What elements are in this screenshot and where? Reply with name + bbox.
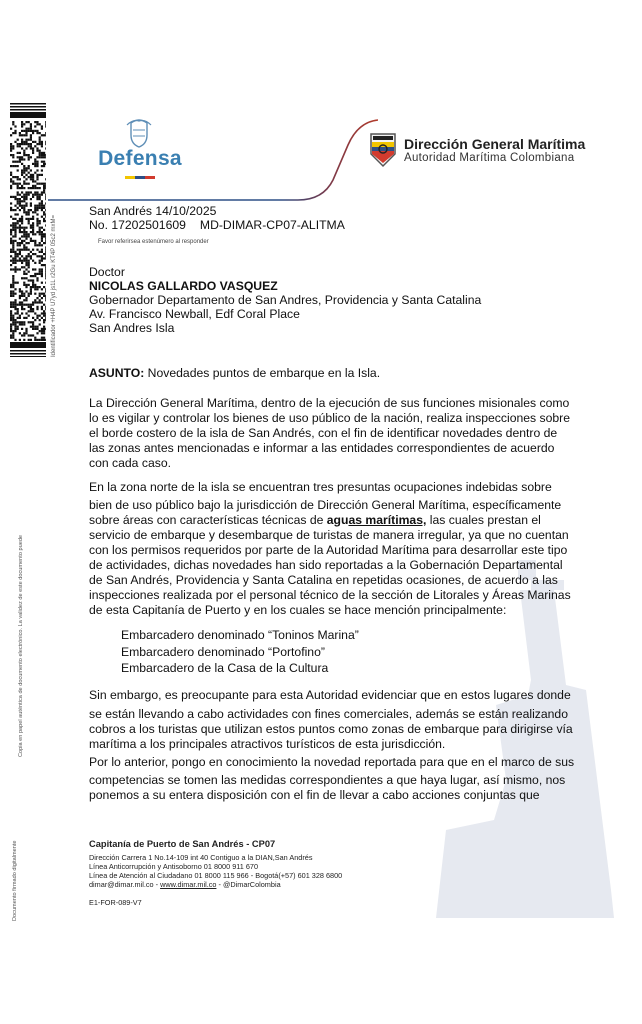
paragraph-4-line: Por lo anterior, pongo en conocimiento la novedad reportada para que en el marco de sus (89, 755, 575, 769)
paragraph-2-line: En la zona norte de la isla se encuentran tres presuntas ocupaciones indebidas sobre (89, 480, 552, 494)
dimar-title: Dirección General Marítima (404, 136, 586, 152)
footer-citizen-line: Línea de Atención al Ciudadano 01 8000 115 966 - Bogotá(+57) 601 328 6800 (89, 871, 343, 880)
paragraph-2-line: inspecciones realizada por el personal técnico de la sección de Litorales y Áreas Marinas (89, 588, 571, 602)
emphasis-underlined-text: as marítimas, (348, 513, 427, 527)
paragraph-4-line: ponemos a su entera disposición con el fin de llevar a cabo acciones conjuntas que (89, 788, 540, 802)
subject-line (89, 366, 380, 381)
footer-email[interactable]: dimar@dimar.mil.co (89, 880, 154, 889)
form-code: E1-FOR-089-V7 (89, 898, 142, 907)
recipient-city: San Andres Isla (89, 321, 175, 335)
recipient-name: NICOLAS GALLARDO VASQUEZ (89, 279, 278, 293)
recipient-address: Av. Francisco Newball, Edf Coral Place (89, 307, 300, 321)
place-date: San Andrés 14/10/2025 (89, 204, 217, 218)
reference-code: MD-DIMAR-CP07-ALITMA (199, 218, 345, 232)
footer-address: Dirección Carrera 1 No.14-109 int 40 Contiguo a la DIAN,San Andrés (89, 853, 313, 862)
paragraph-3-line: Sin embargo, es preocupante para esta Autoridad evidenciar que en estos lugares donde (89, 688, 571, 702)
paragraph-2-line: bien de uso público bajo la jurisdicción de Dirección General Marítima, específicamente (89, 498, 562, 512)
recipient-title: Doctor (89, 265, 125, 279)
document-number (89, 218, 345, 233)
list-item: Embarcadero denominado “Toninos Marina” (121, 628, 359, 642)
paragraph-2-text: las cuales prestan el (426, 513, 541, 527)
document-barcode (10, 103, 46, 357)
paragraph-1-line: con cada caso. (89, 456, 171, 470)
paragraph-4-line: competencias se tomen las medidas correspondientes a que haya lugar, así mismo, nos (89, 773, 566, 787)
paragraph-2-line: de San Andrés, Providencia y Santa Catalina en repetidas ocasiones, de acuerdo a las (89, 573, 558, 587)
paragraph-3-line: se están llevando a cabo actividades con fines comerciales, además se están realizando (89, 707, 568, 721)
header-divider-line (48, 110, 378, 205)
paragraph-1-line: La Dirección General Marítima, dentro de la ejecución de sus funciones misionales como (89, 396, 570, 410)
footer-office: Capitanía de Puerto de San Andrés - CP07 (89, 839, 276, 849)
list-item: Embarcadero denominado “Portofino” (121, 645, 325, 659)
document-identifier: Identificador +H4P U7yd js1L r2Gu KT4P 05c2 mxM= (51, 215, 57, 357)
footer-contacts (89, 880, 281, 889)
paragraph-2-line (89, 513, 541, 528)
subject-label: ASUNTO: (89, 366, 145, 380)
paragraph-2-line: con los permisos requeridos por parte de la Autoridad Marítima para desarrollar este tipo (89, 543, 568, 557)
paragraph-2-line: de actividades, dichas novedades han sido reportadas a la Gobernación Departamental (89, 558, 563, 572)
paragraph-1-line: las zonas antes mencionadas e informar a las entidades correspondientes de acuerdo (89, 441, 555, 455)
paragraph-3-line: marítima a los principales atractivos turísticos de esta jurisdicción. (89, 737, 446, 751)
footer-website-link[interactable]: www.dimar.mil.co (160, 880, 217, 889)
list-item: Embarcadero de la Casa de la Cultura (121, 661, 329, 675)
footer-social-handle: @DimarColombia (222, 880, 281, 889)
reference-note: Favor referirsea estenúmero al responder (98, 239, 209, 245)
paragraph-1-line: lo es vigilar y controlar los bienes de uso público de la nación, realiza inspecciones sobre (89, 411, 571, 425)
subject-text: Novedades puntos de embarque en la Isla. (144, 366, 381, 380)
dimar-subtitle: Autoridad Marítima Colombiana (404, 152, 575, 164)
recipient-position: Gobernador Departamento de San Andres, Providencia y Santa Catalina (89, 293, 482, 307)
emphasis-text: agu (326, 513, 349, 527)
paragraph-3-line: cobros a los turistas que utilizan estos puntos como zonas de embarque para dirigirse vía (89, 722, 573, 736)
signed-notice: Documento firmado digitalmente (12, 840, 18, 921)
paragraph-1-line: el borde costero de la isla de San Andrés, con el fin de identificar novedades dentro de (89, 426, 558, 440)
filing-number: No. 17202501609 (89, 218, 186, 232)
paragraph-2-text: sobre áreas con características técnicas de (89, 513, 327, 527)
footer-anticorruption-line: Línea Anticorrupción y Antisoborno 01 8000 911 670 (89, 862, 259, 871)
dimar-logo (368, 130, 638, 170)
paragraph-2-line: servicio de embarque y desembarque de turistas de manera irregular, ya que no cuentan (89, 528, 569, 542)
paragraph-2-line: de esta Capitanía de Puerto y en los cuales se hace mención principalmente: (89, 603, 507, 617)
copy-notice: Copia en papel auténtica de documento electrónico. La validez de este documento puede (18, 534, 24, 757)
separator: - (216, 880, 223, 889)
dimar-emblem-icon (368, 130, 398, 170)
defensa-logo-text: Defensa (98, 147, 182, 170)
separator: - (153, 880, 161, 889)
